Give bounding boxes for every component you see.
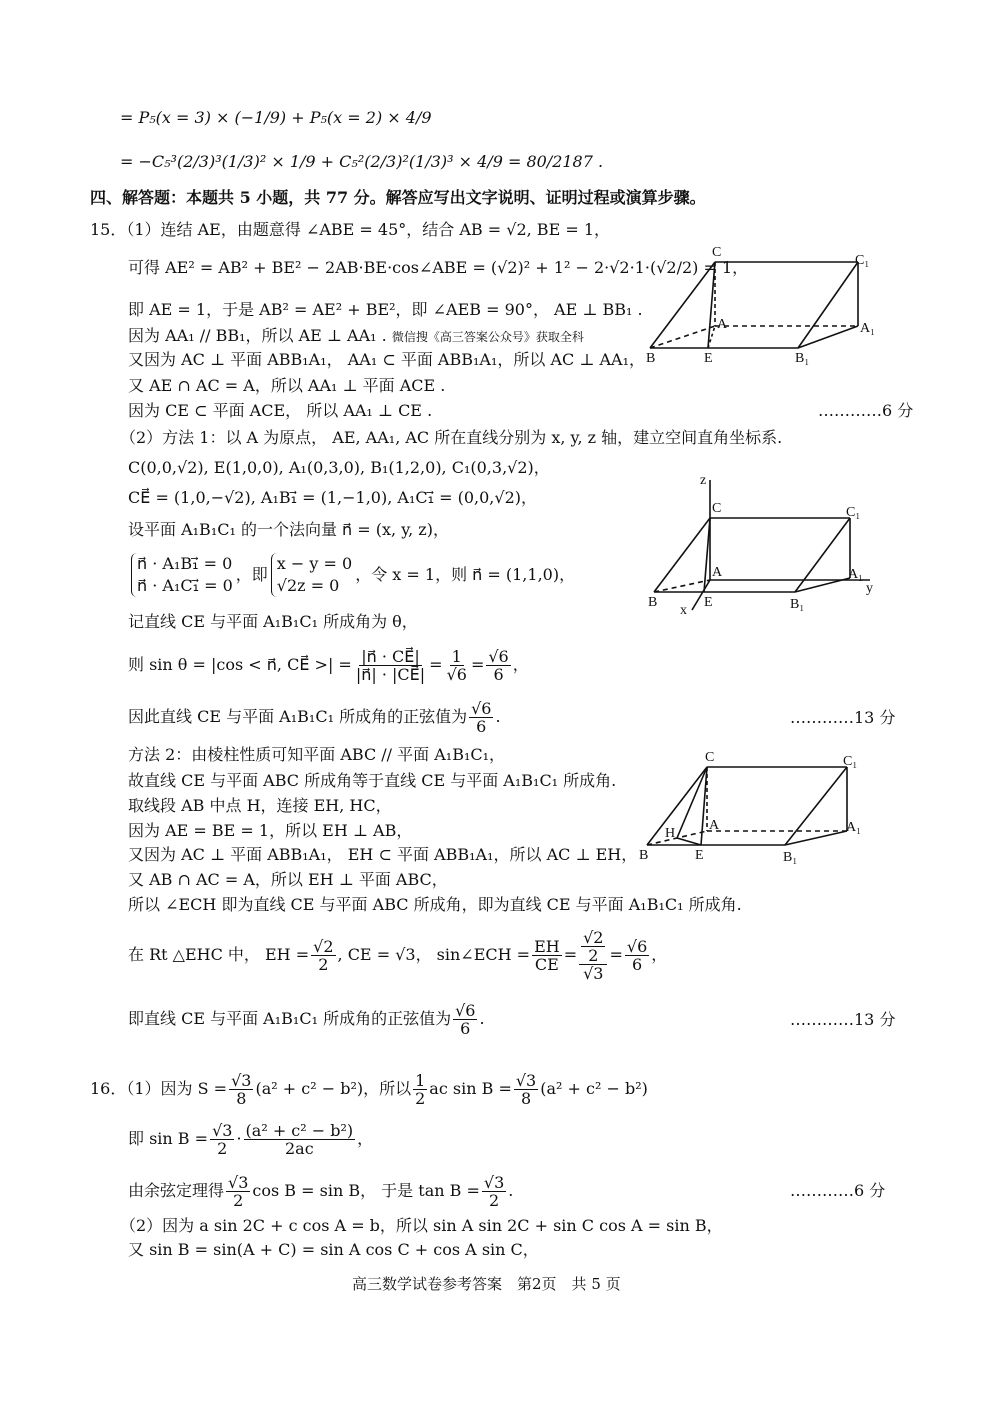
svg-text:C: C	[712, 501, 722, 516]
equation-system-line: n⃗ · A₁B₁⃗ = 0 n⃗ · A₁C₁⃗ = 0 ，即 x − y = 0 √2z = 0 ，令 x = 1，则 n⃗ = (1,1,0)，	[128, 550, 575, 600]
equation-system: n⃗ · A₁B₁⃗ = 0 n⃗ · A₁C₁⃗ = 0	[131, 553, 233, 597]
watermark: 微信搜《高三答案公众号》获取全科	[391, 330, 584, 344]
section-heading: 四、解答题：本题共 5 小题，共 77 分。解答应写出文字说明、证明过程或演算步骤。	[90, 188, 706, 207]
result-line: 因此直线 CE 与平面 A₁B₁C₁ 所成角的正弦值为 √6 6 .	[128, 698, 501, 736]
equation-system: x − y = 0 √2z = 0	[271, 553, 352, 597]
svg-text:E: E	[704, 351, 713, 366]
svg-text:A: A	[709, 818, 720, 833]
svg-text:B₁: B₁	[795, 351, 810, 366]
problem-16-line: 由余弦定理得 √3 2 cos B = sin B， 于是 tan B = $\frac{√3}{2}$ .	[128, 1172, 514, 1210]
text: 因为 AA₁ // BB₁，所以 AE ⊥ AA₁ .	[128, 326, 387, 345]
svg-text:C: C	[712, 245, 722, 260]
problem-15-line: 方法 2：由棱柱性质可知平面 ABC // 平面 A₁B₁C₁，	[128, 745, 506, 764]
problem-15-line: 所以 ∠ECH 即为直线 CE 与平面 ABC 所成角，即为直线 CE 与平面 A₁B₁C₁ 所成角.	[128, 895, 742, 914]
vectors-line: CE⃗ = (1,0,−√2), A₁B₁⃗ = (1,−1,0), A₁C₁⃗ = (0,0,√2)，	[128, 488, 537, 507]
score-mark: …………13 分	[790, 708, 896, 727]
svg-text:B₁: B₁	[783, 850, 798, 865]
svg-text:C₁: C₁	[843, 754, 858, 769]
problem-15-line: 可得 AE² = AB² + BE² − 2AB·BE·cos∠ABE = (√2)² + 1² − 2·√2·1·(√2/2) = 1，	[128, 258, 749, 277]
svg-text:B: B	[648, 595, 658, 610]
problem-15-line: 记直线 CE 与平面 A₁B₁C₁ 所成角为 θ，	[128, 612, 418, 631]
problem-16-line: 又 sin B = sin(A + C) = sin A cos C + cos A sin C，	[128, 1240, 539, 1259]
svg-text:x: x	[680, 603, 687, 618]
prism-figure-3	[635, 745, 885, 870]
rt-triangle-line: 在 Rt △EHC 中， EH = $\frac{√2}{2}$ , CE = √3， sin∠ECH = $\frac{EH}{CE}$ = $\frac{\frac{√2}{2}}{√3}$ = $\frac{√6}{6}$ ，	[128, 927, 668, 983]
problem-15-line: 因为 CE ⊂ 平面 ACE， 所以 AA₁ ⊥ CE .	[128, 401, 433, 420]
score-mark: …………6 分	[818, 401, 914, 420]
svg-text:z: z	[700, 473, 707, 488]
svg-text:E: E	[695, 848, 704, 863]
svg-text:A₁: A₁	[860, 321, 875, 336]
svg-text:A: A	[712, 565, 723, 580]
svg-text:H: H	[665, 826, 676, 841]
result-line: 即直线 CE 与平面 A₁B₁C₁ 所成角的正弦值为 √6 6 .	[128, 1000, 485, 1038]
svg-text:A₁: A₁	[846, 820, 861, 835]
problem-15-line: （2）方法 1：以 A 为原点， AE, AA₁, AC 所在直线分别为 x, y, z 轴，建立空间直角坐标系.	[120, 428, 783, 447]
svg-text:C: C	[705, 750, 715, 765]
sine-formula-line: 则 sin θ = |cos < n⃗, CE⃗ >| = $\frac{|n⃗ \cdot CE⃗|}{|n⃗| \cdot |CE⃗|}$ = $\frac{1}{√6}$ = $\frac{√6}{6}$ ，	[128, 646, 529, 684]
coordinates-line: C(0,0,√2), E(1,0,0), A₁(0,3,0), B₁(1,2,0), C₁(0,3,√2)，	[128, 458, 550, 477]
prism-figure-2	[640, 470, 890, 620]
score-mark: …………13 分	[790, 1010, 896, 1029]
problem-16-line: （2）因为 a sin 2C + c cos A = b，所以 sin A sin 2C + sin C cos A = sin B，	[120, 1216, 723, 1235]
svg-text:B₁: B₁	[790, 597, 805, 612]
problem-15-line: 又 AB ∩ AC = A，所以 EH ⊥ 平面 ABC，	[128, 870, 448, 889]
problem-16-line: 即 sin B = $\frac{√3}{2}$ · (a² + c² − b²) 2ac ，	[128, 1120, 374, 1158]
problem-16-line: 16．（1）因为 S = $\frac{√3}{8}$ (a² + c² − b²)，所以 1 2 ac sin B = $\frac{√3}{8}$ (a² + c² − b²)	[90, 1070, 648, 1108]
normal-vector-line: 设平面 A₁B₁C₁ 的一个法向量 n⃗ = (x, y, z)，	[128, 520, 449, 539]
svg-text:C₁: C₁	[855, 253, 870, 268]
problem-15-line: 又因为 AC ⊥ 平面 ABB₁A₁， AA₁ ⊂ 平面 ABB₁A₁，所以 AC ⊥ AA₁，	[128, 350, 645, 369]
problem-15-line: 故直线 CE 与平面 ABC 所成角等于直线 CE 与平面 A₁B₁C₁ 所成角.	[128, 771, 617, 790]
score-mark: …………6 分	[790, 1181, 886, 1200]
prism-figure-1	[640, 240, 890, 370]
problem-15-line: 因为 AE = BE = 1，所以 EH ⊥ AB，	[128, 821, 413, 840]
problem-15-line: 取线段 AB 中点 H，连接 EH, HC，	[128, 796, 392, 815]
page-footer: 高三数学试卷参考答案 第2页 共 5 页	[352, 1275, 621, 1293]
svg-text:y: y	[866, 581, 873, 596]
svg-text:A: A	[717, 317, 728, 332]
problem-15-line: 又因为 AC ⊥ 平面 ABB₁A₁， EH ⊂ 平面 ABB₁A₁，所以 AC ⊥ EH，	[128, 845, 638, 864]
problem-15-line: 又 AE ∩ AC = A，所以 AA₁ ⊥ 平面 ACE .	[128, 376, 446, 395]
problem-15-line: 即 AE = 1，于是 AB² = AE² + BE²，即 ∠AEB = 90°， AE ⊥ BB₁ .	[128, 300, 643, 319]
formula-line: = P₅(x = 3) × (−1/9) + P₅(x = 2) × 4/9	[120, 108, 432, 127]
problem-15-line	[128, 326, 584, 347]
svg-text:E: E	[704, 595, 713, 610]
svg-text:B: B	[639, 848, 649, 863]
svg-text:B: B	[646, 351, 656, 366]
formula-line: = −C₅³(2/3)³(1/3)² × 1/9 + C₅²(2/3)²(1/3)³ × 4/9 = 80/2187 .	[120, 152, 604, 171]
svg-text:A₁: A₁	[848, 567, 863, 582]
svg-text:C₁: C₁	[846, 505, 861, 520]
problem-15-line: 15．（1）连结 AE，由题意得 ∠ABE = 45°，结合 AB = √2, BE = 1，	[90, 220, 611, 239]
